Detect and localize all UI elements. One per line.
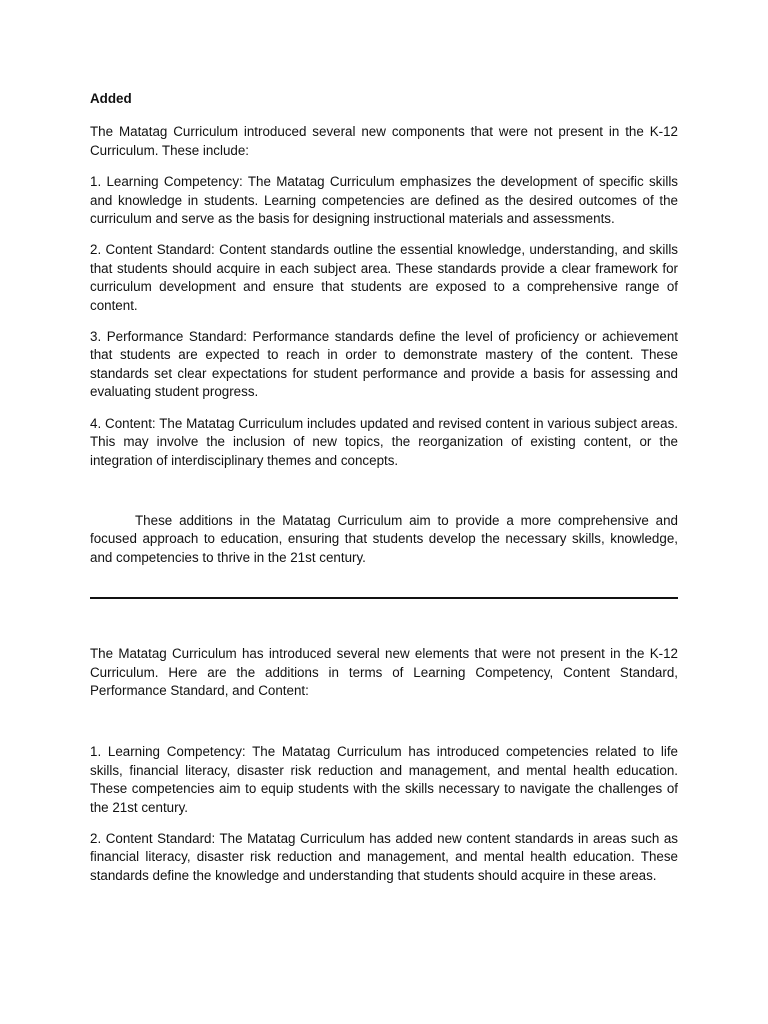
document-page: [90, 90, 678, 885]
section1-conclusion: These additions in the Matatag Curriculum aim to provide a more comprehensive and focused approach to education, ensuring that students develop the necessary skills, knowledge, and competencies to thrive in the 21st century.: [90, 512, 678, 565]
section1-item-performance-standard: 3. Performance Standard: Performance standards define the level of proficiency or achievement that students are expected to reach in order to demonstrate mastery of the content. These standards set clear expectations for student performance and provide a basis for assessing and evaluating student progress.: [90, 329, 678, 400]
section1-intro: The Matatag Curriculum introduced several new components that were not present in the K-12 Curriculum. These include:: [90, 124, 678, 158]
section1-item-content: 4. Content: The Matatag Curriculum includes updated and revised content in various subject areas. This may involve the inclusion of new topics, the reorganization of existing content, or the integration of interdisciplinary themes and concepts.: [90, 415, 678, 468]
section1-item-learning-competency: 1. Learning Competency: The Matatag Curriculum emphasizes the development of specific skills and knowledge in students. Learning competencies are defined as the desired outcomes of the curriculum and serve as the basis for designing instructional materials and assessments.: [90, 174, 678, 227]
section-heading: Added: [90, 91, 132, 106]
section2-item-content-standard: 2. Content Standard: The Matatag Curriculum has added new content standards in areas such as financial literacy, disaster risk reduction and management, and mental health education. These standards define the knowledge and understanding that students should acquire in these areas.: [90, 830, 678, 883]
section1-item-content-standard: 2. Content Standard: Content standards outline the essential knowledge, understanding, and skills that students should acquire in each subject area. These standards provide a clear framework for curriculum development and ensure that students are exposed to a comprehensive range of content.: [90, 242, 678, 313]
section-divider: [90, 597, 678, 599]
section2-item-learning-competency: 1. Learning Competency: The Matatag Curriculum has introduced competencies related to life skills, financial literacy, disaster risk reduction and management, and mental health education. These competencies aim to equip students with the skills necessary to navigate the challenges of the 21st century.: [90, 744, 678, 815]
section2-intro: The Matatag Curriculum has introduced several new elements that were not present in the K-12 Curriculum. Here are the additions in terms of Learning Competency, Content Standard, Performance Standard, and Content:: [90, 646, 678, 698]
